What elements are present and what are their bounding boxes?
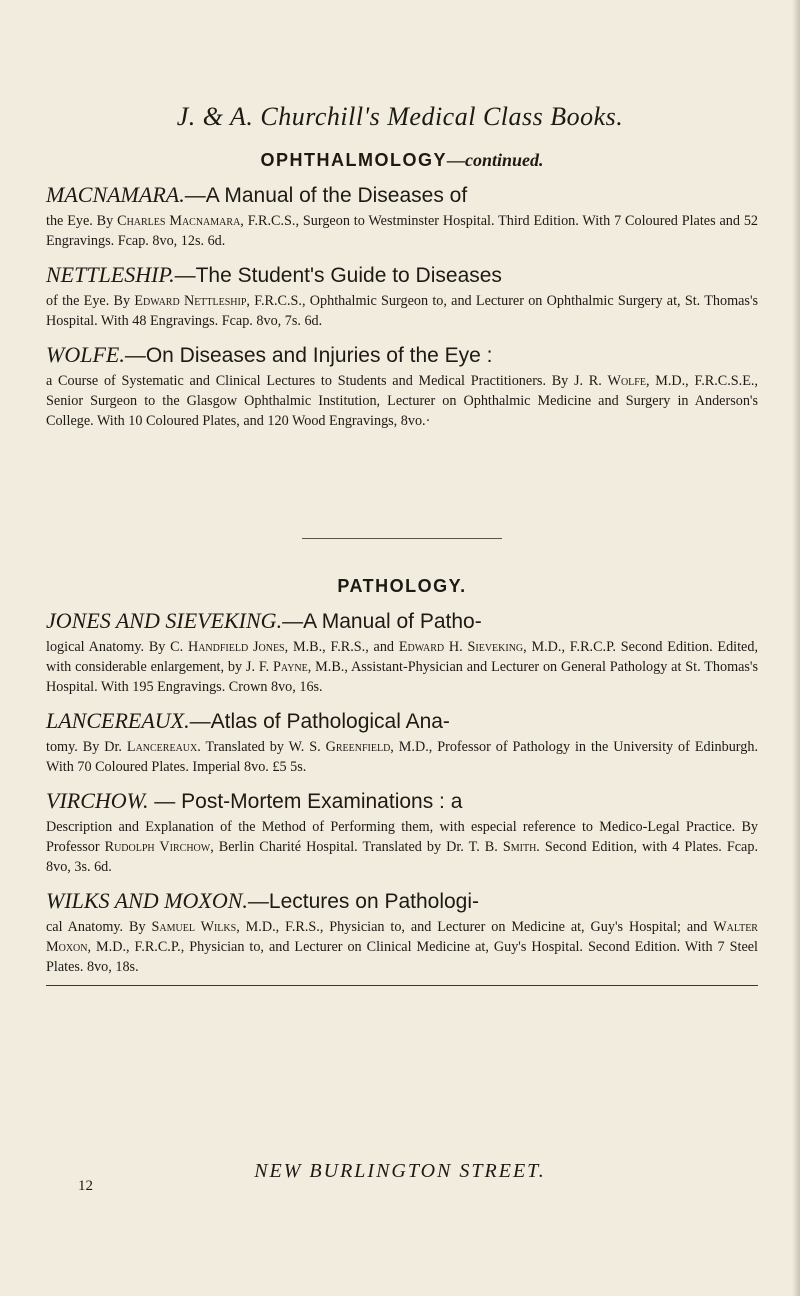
section-heading-pathology: PATHOLOGY. [337,576,467,596]
entry-wolfe [46,341,758,431]
entry-wilks-moxon [46,887,758,977]
section-heading-ophthalmology [46,150,758,171]
entry-virchow [46,787,758,877]
entry-title: —On Diseases and Injuries of the Eye : [124,344,493,367]
running-head: J. & A. Churchill's Medical Class Books. [176,102,624,131]
entry-head [46,787,758,815]
divider-short-wrap [46,538,758,539]
entry-title: —Lectures on Pathologi- [247,890,480,913]
ophthalmology-section [46,150,758,431]
entry-head [46,181,758,209]
entry-author: MACNAMARA. [46,182,185,207]
divider-short [302,538,502,539]
entry-title: —A Manual of Patho- [282,610,482,633]
entry-title: —A Manual of the Diseases of [184,184,468,207]
entry-head [46,341,758,369]
entry-body: logical Anatomy. By C. Handfield Jones, M.B., F.R.S., and Edward H. Sieveking, M.D., F.R.C.P. Second Edition. Edited, with considerable enlargement, by J. F. Payne, M.B., Assistant-Physician and Lecturer on General Pathology at St. Thomas's Hospital. With 195 Engravings. Crown 8vo, 16s. [46,639,759,695]
entry-head [46,887,758,915]
entry-body: of the Eye. By Edward Nettleship, F.R.C.S., Ophthalmic Surgeon to, and Lecturer on Ophthalmic Surgery at, St. Thomas's Hospital. With 48 Engravings. Fcap. 8vo, 7s. 6d. [46,293,759,329]
entry-jones-sieveking [46,607,758,697]
entry-body: Description and Explanation of the Method of Performing them, with especial reference to Medico-Legal Practice. By Professor Rudolph Virchow, Berlin Charité Hospital. Translated by Dr. T. B. Smith. Second Edition, with 4 Plates. Fcap. 8vo, 3s. 6d. [46,819,758,875]
entry-body: cal Anatomy. By Samuel Wilks, M.D., F.R.S., Physician to, and Lecturer on Medicine at, Guy's Hospital; and Walter Moxon, M.D., F.R.C.P., Physician to, and Lecturer on Clinical Medicine at, Guy's Hospital. Second Edition. With 7 Steel Plates. 8vo, 18s. [46,919,758,975]
entry-author: NETTLESHIP. [46,262,175,287]
entry-author: WOLFE. [46,342,125,367]
entry-body: the Eye. By Charles Macnamara, F.R.C.S., Surgeon to Westminster Hospital. Third Edition. With 7 Coloured Plates and 52 Engravings. Fcap. 8vo, 12s. 6d. [46,213,759,249]
continued-text: —continued. [446,150,544,170]
entry-macnamara [46,181,758,251]
pathology-section [46,576,758,986]
entry-nettleship [46,261,758,331]
entry-head [46,261,758,289]
entry-author: LANCEREAUX. [46,708,190,733]
entry-title: — Post-Mortem Examinations : a [148,790,463,813]
heading-text: OPHTHALMOLOGY [260,150,447,170]
entry-lancereaux [46,707,758,777]
entry-body: a Course of Systematic and Clinical Lectures to Students and Medical Practitioners. By J. R. Wolfe, M.D., F.R.C.S.E., Senior Surgeon to the Glasgow Ophthalmic Institution, Lecturer on Ophthalmic Medicine and Surgery in Anderson's College. With 10 Coloured Plates, and 120 Wood Engravings, 8vo.· [46,373,758,429]
entry-head [46,707,758,735]
entry-body: tomy. By Dr. Lancereaux. Translated by W. S. Greenfield, M.D., Professor of Pathology in the University of Edinburgh. With 70 Coloured Plates. Imperial 8vo. £5 5s. [46,739,758,775]
entry-title: —The Student's Guide to Diseases [174,264,502,287]
entry-author: VIRCHOW. [46,788,149,813]
page-number: 12 [78,1178,93,1194]
entry-author: JONES AND SIEVEKING. [46,608,283,633]
divider-long [46,985,758,986]
page-edge-shadow [792,0,800,1296]
entry-head [46,607,758,635]
entry-title: —Atlas of Pathological Ana- [189,710,450,733]
entry-author: WILKS AND MOXON. [46,888,248,913]
footer-street: NEW BURLINGTON STREET. [254,1160,546,1182]
